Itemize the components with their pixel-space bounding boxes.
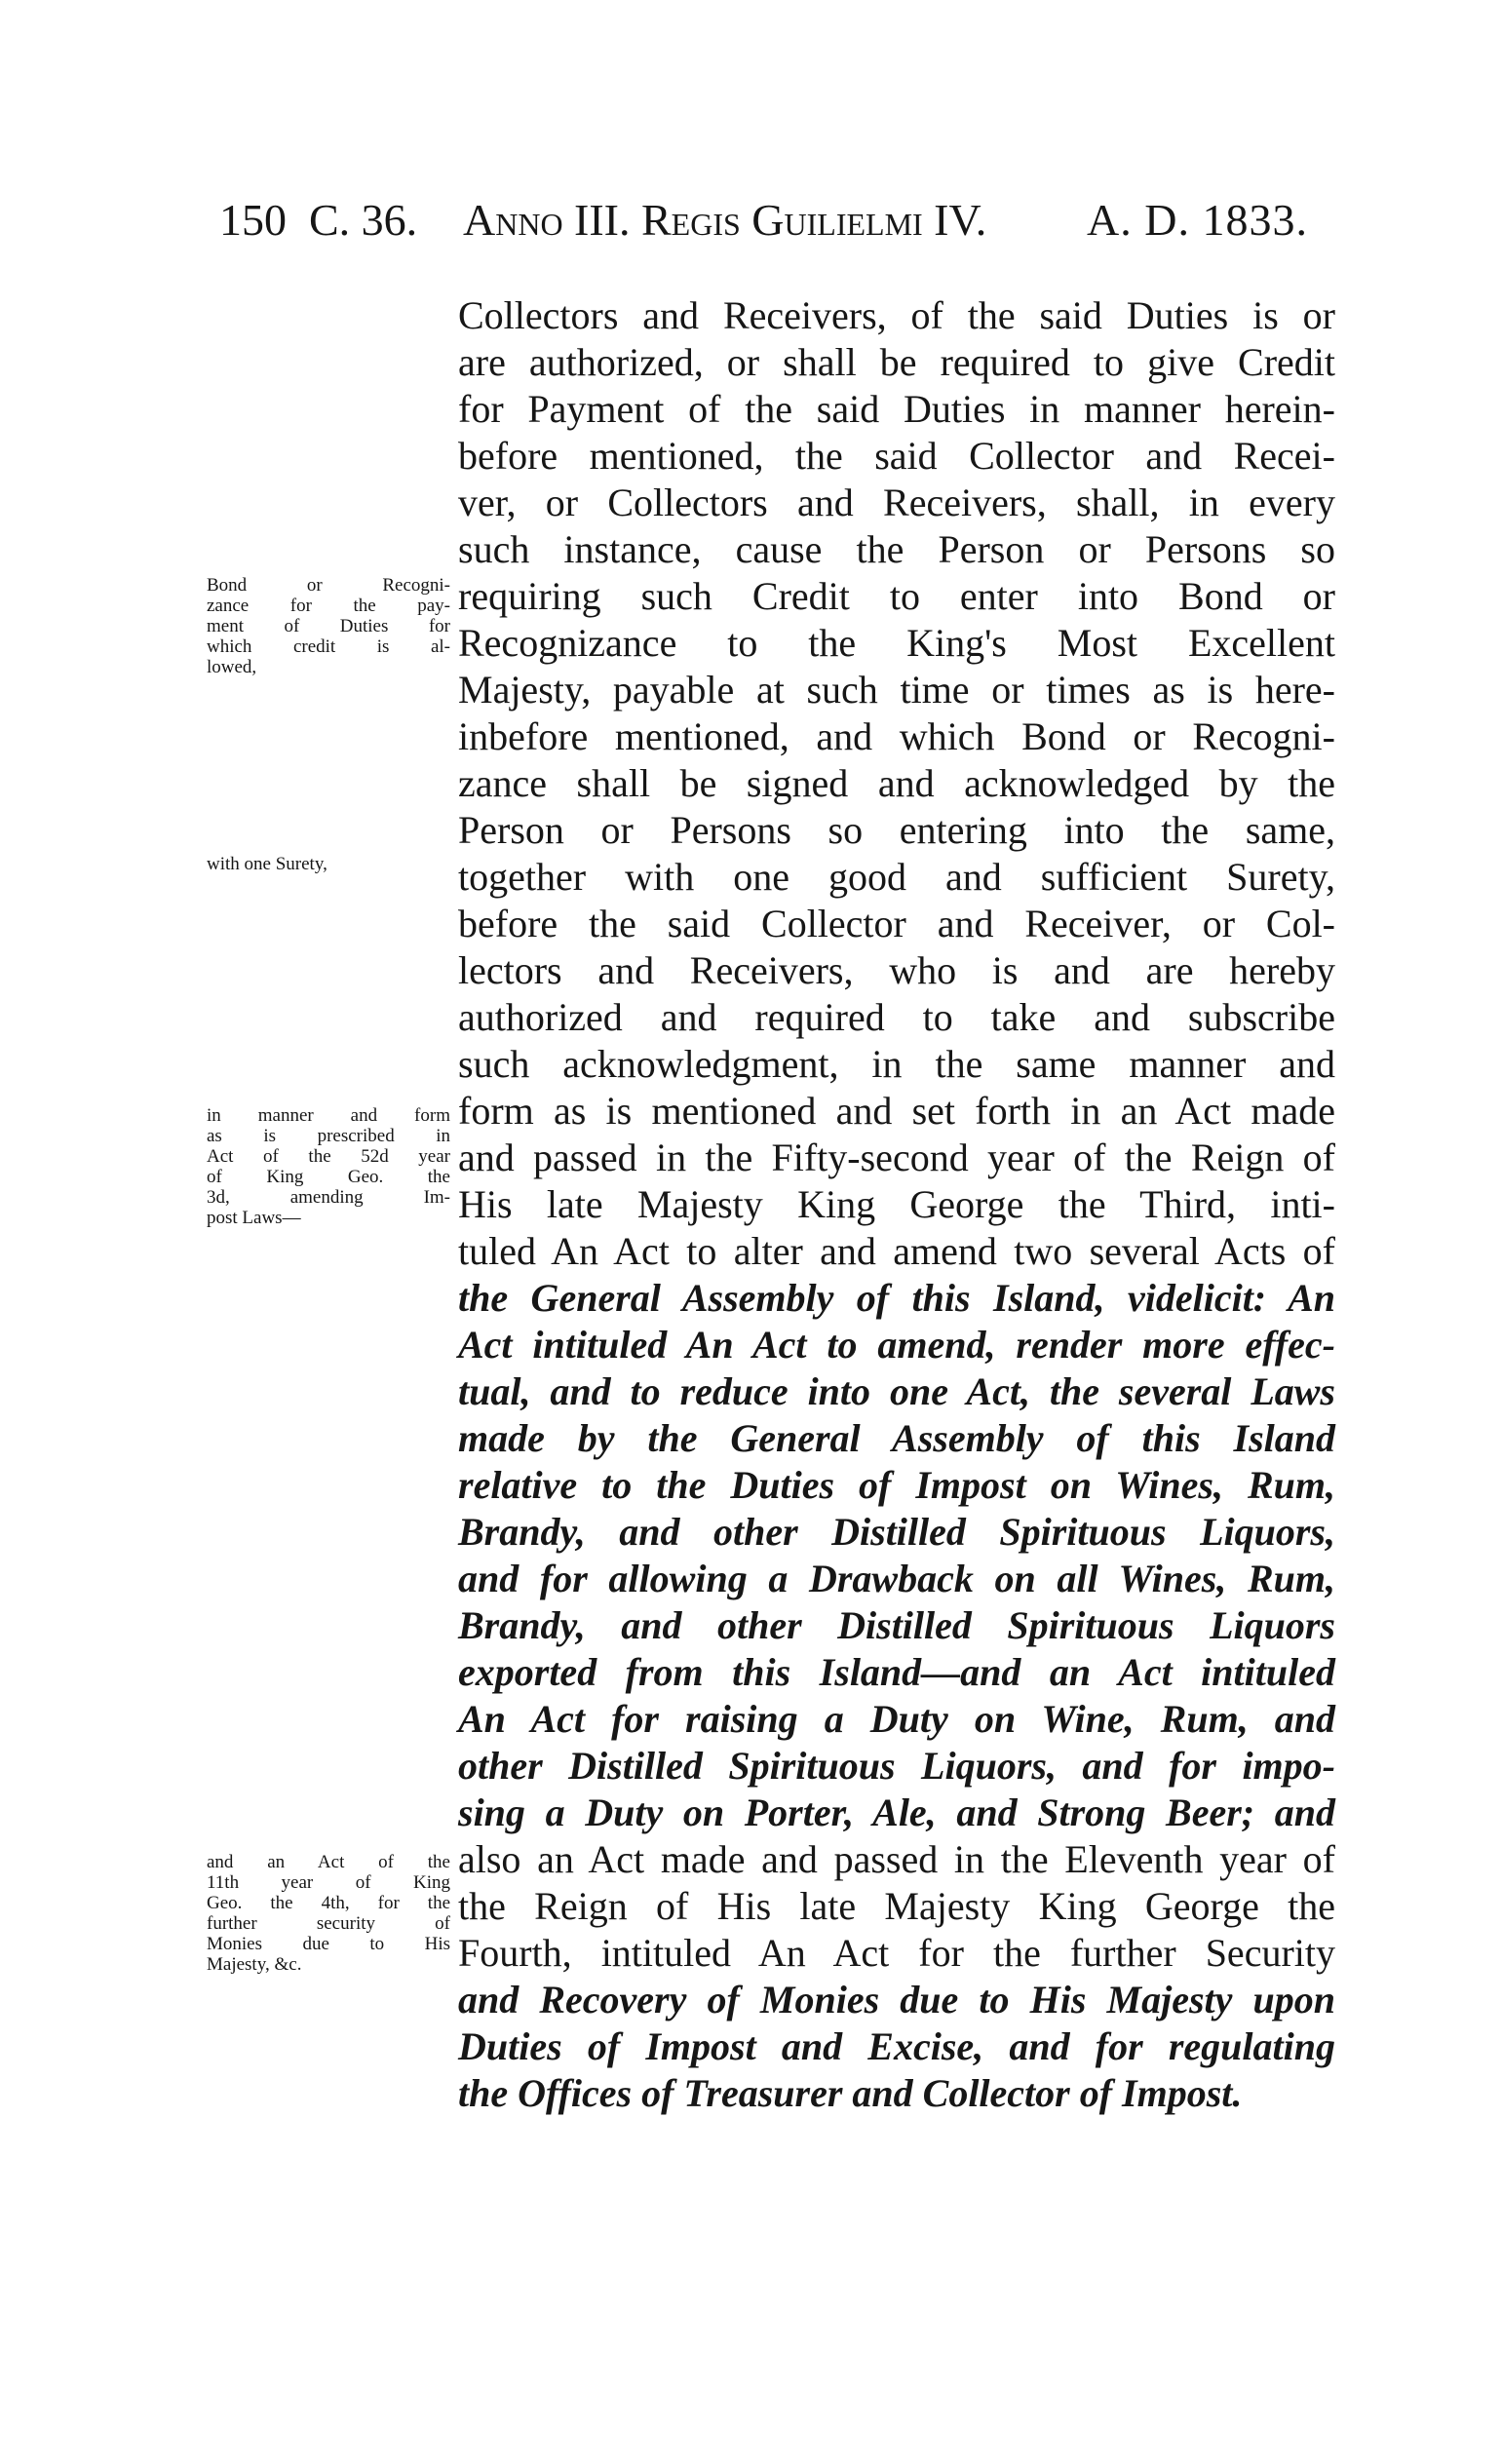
body-line: lectors and Receivers, who is and are hereby — [458, 948, 1335, 992]
body-line: such acknowledgment, in the same manner and — [458, 1042, 1335, 1086]
body-line: form as is mentioned and set forth in an Act made — [458, 1089, 1335, 1133]
body-line: the Offices of Treasurer and Collector of Impost. — [458, 2071, 1243, 2115]
body-line: exported from this Island—and an Act intituled — [458, 1650, 1335, 1694]
body-line: made by the General Assembly of this Island — [458, 1416, 1335, 1460]
body-line: such instance, cause the Person or Persons so — [458, 527, 1335, 571]
body-line: Brandy, and other Distilled Spirituous Liquors — [458, 1603, 1335, 1647]
body-line: tuled An Act to alter and amend two several Acts of — [458, 1229, 1335, 1273]
body-line: before mentioned, the said Collector and Recei- — [458, 434, 1335, 478]
margin-note-manner — [207, 1105, 450, 1228]
body-line: tual, and to reduce into one Act, the several Laws — [458, 1369, 1335, 1413]
body-line: An Act for raising a Duty on Wine, Rum, and — [458, 1697, 1335, 1741]
body-line: Act intituled An Act to amend, render more effec- — [458, 1323, 1335, 1367]
page-number: 150 — [219, 195, 287, 245]
margin-note-line: 3d, amending Im- — [207, 1187, 450, 1208]
margin-note-eleventh-year — [207, 1852, 450, 1975]
body-line: His late Majesty King George the Third, inti- — [458, 1182, 1335, 1226]
margin-note-line: zance for the pay- — [207, 596, 450, 616]
margin-note-line: Act of the 52d year — [207, 1146, 450, 1167]
body-line: the Reign of His late Majesty King George the — [458, 1884, 1335, 1928]
body-line: requiring such Credit to enter into Bond or — [458, 574, 1335, 618]
body-line: authorized and required to take and subscribe — [458, 995, 1335, 1039]
regnal-year: Anno III. Regis Guilielmi IV. — [463, 195, 987, 245]
body-line: Majesty, payable at such time or times as is here- — [458, 668, 1335, 712]
body-line: are authorized, or shall be required to give Credit — [458, 340, 1335, 384]
margin-note-line: 11th year of King — [207, 1872, 450, 1893]
body-line: and Recovery of Monies due to His Majesty upon — [458, 1978, 1335, 2021]
body-line: ver, or Collectors and Receivers, shall, in every — [458, 481, 1335, 524]
body-line: Brandy, and other Distilled Spirituous Liquors, — [458, 1510, 1335, 1554]
body-line: relative to the Duties of Impost on Wines, Rum, — [458, 1463, 1335, 1507]
margin-note-line: as is prescribed in — [207, 1126, 450, 1146]
body-line: Fourth, intituled An Act for the further Security — [458, 1931, 1335, 1975]
body-line: before the said Collector and Receiver, or Col- — [458, 902, 1335, 945]
margin-note-line: Monies due to His — [207, 1934, 450, 1954]
margin-note-bond — [207, 575, 450, 677]
body-line: Person or Persons so entering into the same, — [458, 808, 1335, 852]
margin-note-line: which credit is al- — [207, 636, 450, 657]
chapter-number: C. 36. — [309, 195, 418, 245]
body-line: inbefore mentioned, and which Bond or Recogni- — [458, 714, 1335, 758]
body-line: Collectors and Receivers, of the said Duties is or — [458, 293, 1335, 337]
running-header — [219, 191, 1340, 250]
margin-note-line: post Laws— — [207, 1208, 301, 1228]
margin-note-line: Bond or Recogni- — [207, 575, 450, 596]
margin-note-line: Geo. the 4th, for the — [207, 1893, 450, 1913]
body-line: and passed in the Fifty-second year of the Reign of — [458, 1136, 1335, 1179]
margin-note-line: in manner and form — [207, 1105, 450, 1126]
margin-note-line: ment of Duties for — [207, 616, 450, 636]
body-line: sing a Duty on Porter, Ale, and Strong Beer; and — [458, 1790, 1335, 1834]
body-line: Duties of Impost and Excise, and for regulating — [458, 2024, 1335, 2068]
body-line: zance shall be signed and acknowledged by the — [458, 761, 1335, 805]
margin-note-line: with one Surety, — [207, 854, 327, 874]
calendar-year: A. D. 1833. — [1087, 195, 1308, 245]
body-line: for Payment of the said Duties in manner herein- — [458, 387, 1335, 431]
body-line: Recognizance to the King's Most Excellent — [458, 621, 1335, 665]
margin-note-line: and an Act of the — [207, 1852, 450, 1872]
body-line: together with one good and sufficient Surety, — [458, 855, 1335, 899]
body-line: other Distilled Spirituous Liquors, and for impo- — [458, 1744, 1335, 1788]
body-line: the General Assembly of this Island, videlicit: An — [458, 1276, 1335, 1320]
margin-note-line: of King Geo. the — [207, 1167, 450, 1187]
margin-note-surety — [207, 854, 450, 874]
margin-note-line: further security of — [207, 1913, 450, 1934]
body-line: also an Act made and passed in the Eleventh year of — [458, 1837, 1335, 1881]
body-line: and for allowing a Drawback on all Wines, Rum, — [458, 1557, 1335, 1600]
margin-note-line: lowed, — [207, 657, 257, 677]
margin-note-line: Majesty, &c. — [207, 1954, 302, 1975]
